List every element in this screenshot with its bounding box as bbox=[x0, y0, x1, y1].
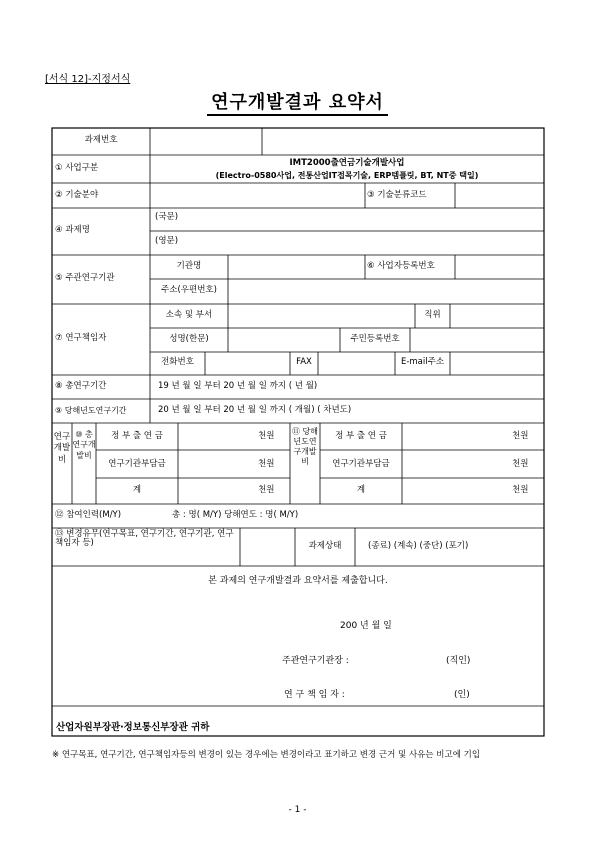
biz-type-label: ① 사업구분 bbox=[55, 163, 99, 173]
email-label: E-mail주소 bbox=[400, 357, 445, 367]
project-name-label: ④ 과제명 bbox=[55, 225, 90, 235]
resident-no-label: 주민등록번호 bbox=[350, 334, 400, 344]
total-fund-label: ⑩ 총연구개발비 bbox=[72, 430, 96, 460]
org-fund-unit-2: 천원 bbox=[512, 459, 529, 469]
total-period-label: ⑧ 총연구기간 bbox=[55, 381, 107, 391]
org-name-label: 기관명 bbox=[176, 261, 202, 271]
footer-note: ※ 연구목표, 연구기간, 연구책임자등의 변경이 있는 경우에는 변경이라고 표기하고 변경 근거 및 사유는 비고에 기입 bbox=[52, 750, 481, 760]
project-name-en-label: (영문) bbox=[155, 236, 179, 246]
total-period-text: 19 년 월 일 부터 20 년 월 일 까지 ( 년 월) bbox=[158, 381, 318, 391]
sum-unit-1: 천원 bbox=[258, 485, 275, 495]
tech-field-label: ② 기술분야 bbox=[55, 190, 99, 200]
page-number: - 1 - bbox=[288, 805, 307, 815]
tech-class-code-field[interactable] bbox=[456, 184, 543, 207]
gov-fund-unit-2: 천원 bbox=[512, 431, 529, 441]
research-fund-label: 연구개발비 bbox=[53, 432, 71, 465]
fax-label: FAX bbox=[296, 357, 312, 367]
org-fund-label-1: 연구기관부담금 bbox=[108, 459, 166, 469]
status-label: 과제상태 bbox=[308, 541, 342, 551]
seal-2: (인) bbox=[454, 690, 470, 700]
recipient: 산업자원부장관‧정보통신부장관 귀하 bbox=[56, 722, 210, 733]
gov-fund-label-2: 정 부 출 연 금 bbox=[335, 431, 387, 441]
org-fund-label-2: 연구기관부담금 bbox=[332, 459, 390, 469]
submit-date: 200 년 월 일 bbox=[340, 621, 392, 631]
page-title: 연구개발결과 요약서 bbox=[0, 88, 595, 114]
org-head-label: 주관연구기관장 : bbox=[282, 656, 349, 666]
form-code: [서식 12]-지정서식 bbox=[45, 74, 131, 85]
biz-type-value-1: IMT2000출연금기술개발사업 bbox=[289, 158, 405, 168]
gov-fund-label-1: 정 부 출 연 금 bbox=[111, 431, 163, 441]
position-label: 직위 bbox=[424, 310, 441, 320]
researcher-sign-label: 연 구 책 임 자 : bbox=[284, 690, 345, 700]
sum-label-1: 계 bbox=[132, 485, 142, 495]
status-options: (종료) (계속) (중단) (포기) bbox=[368, 541, 469, 551]
gov-fund-unit-1: 천원 bbox=[258, 431, 275, 441]
year-period-text: 20 년 월 일 부터 20 년 월 일 까지 ( 개월) ( 차년도) bbox=[158, 405, 352, 415]
address-label: 주소(우편번호) bbox=[161, 285, 217, 295]
name-hanja-label: 성명(한문) bbox=[169, 334, 209, 344]
researcher-label: ⑦ 연구책임자 bbox=[55, 333, 107, 343]
sum-label-2: 계 bbox=[356, 485, 366, 495]
phone-label: 전화번호 bbox=[161, 357, 194, 367]
biz-reg-no-label: ⑥ 사업자등록번호 bbox=[367, 261, 435, 271]
change-label: ⑬ 변경유무(연구목표, 연구기간, 연구기관, 연구책임자 등) bbox=[55, 529, 234, 549]
biz-type-value-2: (Electro-0580사업, 전통산업IT접목기술, ERP템플릿, BT, NT중 택일) bbox=[215, 171, 479, 180]
project-no-label: 과제번호 bbox=[84, 135, 118, 145]
sum-unit-2: 천원 bbox=[512, 485, 529, 495]
project-name-kr-label: (국문) bbox=[155, 212, 179, 222]
submit-text: 본 과제의 연구개발결과 요약서를 제출합니다. bbox=[208, 576, 388, 586]
participants-label: ⑫ 참여인력(M/Y) bbox=[55, 510, 122, 520]
org-fund-unit-1: 천원 bbox=[258, 459, 275, 469]
dept-label: 소속 및 부서 bbox=[165, 310, 213, 320]
participants-text: 총 : 명( M/Y) 당해연도 : 명( M/Y) bbox=[172, 510, 299, 520]
tech-class-code-label: ③ 기술분류코드 bbox=[367, 190, 427, 200]
seal-1: (직인) bbox=[446, 656, 471, 666]
year-period-label: ⑨ 당해년도연구기간 bbox=[55, 406, 127, 415]
host-org-label: ⑤ 주관연구기관 bbox=[55, 273, 115, 283]
year-fund-label: ⑪ 당해년도연구개발비 bbox=[292, 427, 318, 466]
